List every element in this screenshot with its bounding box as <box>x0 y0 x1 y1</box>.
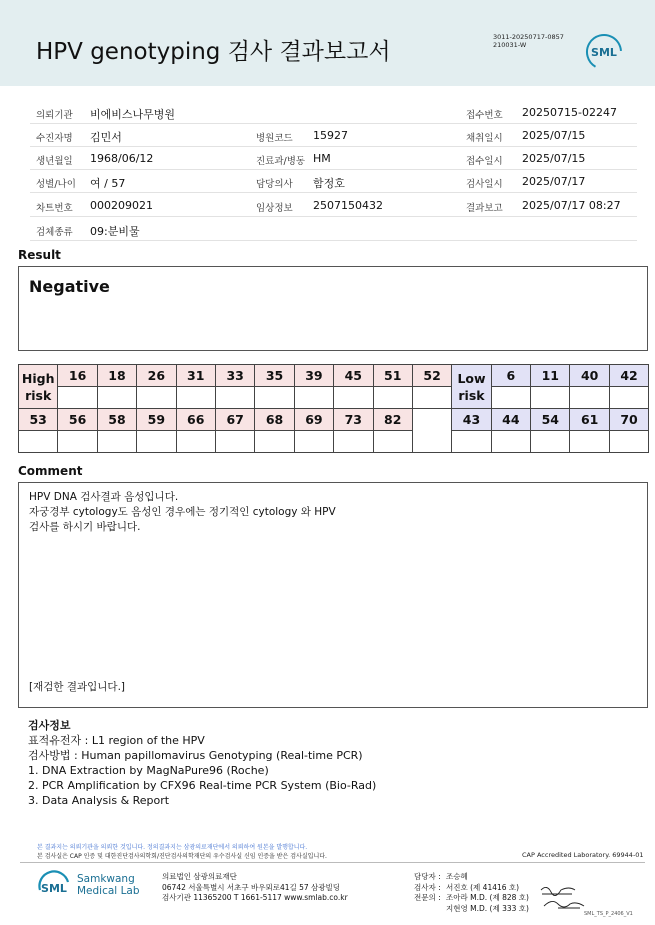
specialist-label: 전문의 : <box>414 893 441 902</box>
genotype-cell: 43 <box>452 409 491 431</box>
receipt-no-value: 20250715-02247 <box>522 106 617 119</box>
exam-info <box>28 718 376 808</box>
result-value: Negative <box>29 277 110 296</box>
patient-label: 수진자명 <box>36 133 73 144</box>
genotype-cell: 52 <box>412 365 451 387</box>
genotype-row-1-results <box>19 387 649 409</box>
exam-method: 검사방법 : Human papillomavirus Genotyping (Real-time PCR) <box>28 749 363 762</box>
footer-notice-red: 본 결과지는 의뢰기관을 의뢰한 것입니다. 정의결과지는 삼광의료재단에서 의뢰하여 원본을 발행합니다. <box>37 844 308 851</box>
genotype-result-cell <box>373 387 412 409</box>
genotype-result-cell <box>570 387 609 409</box>
info-row-1 <box>30 101 637 124</box>
genotype-cell: 51 <box>373 365 412 387</box>
manager-label: 담당자 : <box>414 872 441 881</box>
form-number: SML_TS_P_2406_V1 <box>584 911 633 917</box>
genotype-result-cell <box>373 431 412 453</box>
document-id <box>493 33 564 49</box>
genotype-result-cell <box>58 431 97 453</box>
genotype-result-cell <box>176 431 215 453</box>
genotype-cell: 61 <box>570 409 609 431</box>
genotype-result-cell <box>531 431 570 453</box>
test-date-label: 검사일시 <box>466 179 503 190</box>
brand-name <box>77 873 140 897</box>
sml-logo-text: SML <box>591 46 617 59</box>
report-date-label: 결과보고 <box>466 203 503 214</box>
result-section-title: Result <box>18 248 61 262</box>
genotype-cell: 18 <box>97 365 136 387</box>
staff-info <box>414 872 529 914</box>
genotype-result-cell <box>491 387 530 409</box>
exam-step-1: 1. DNA Extraction by MagNaPure96 (Roche) <box>28 764 269 777</box>
genotype-cell: 67 <box>215 409 254 431</box>
receipt-date-value: 2025/07/15 <box>522 152 586 165</box>
corporation-info <box>162 872 348 904</box>
sml-logo-icon <box>585 33 623 71</box>
high-risk-label-1: High <box>21 370 55 386</box>
genotype-result-cell <box>491 431 530 453</box>
genotype-result-cell <box>334 387 373 409</box>
patient-value: 김민서 <box>90 131 122 144</box>
genotype-result-cell <box>97 431 136 453</box>
exam-info-title: 검사정보 <box>28 719 71 732</box>
genotype-cell: 73 <box>334 409 373 431</box>
doctor-value: 함정호 <box>313 177 345 190</box>
specialist-name-2: 지현영 M.D. (제 333 호) <box>446 903 529 913</box>
genotype-cell: 53 <box>19 409 58 431</box>
info-row-4 <box>30 170 637 193</box>
low-risk-header <box>452 365 491 409</box>
genotype-cell: 6 <box>491 365 530 387</box>
document-id-line-2: 210031-W <box>493 41 527 49</box>
collect-date-label: 채취일시 <box>466 133 503 144</box>
comment-line-2: 자궁경부 cytology도 음성인 경우에는 정기적인 cytology 와 HPV <box>29 506 336 518</box>
comment-line-3: 검사를 하시기 바랍니다. <box>29 521 141 533</box>
genotype-result-cell <box>531 387 570 409</box>
signature-icon <box>538 880 588 914</box>
test-date-value: 2025/07/17 <box>522 175 586 188</box>
genotype-result-cell <box>176 387 215 409</box>
genotype-result-cell <box>294 431 333 453</box>
genotype-cell: 58 <box>97 409 136 431</box>
report-date-value: 2025/07/17 08:27 <box>522 199 621 212</box>
clinical-value: 2507150432 <box>313 199 383 212</box>
sex-age-value: 여 / 57 <box>90 177 126 190</box>
dept-label: 진료과/병동 <box>256 156 306 167</box>
corp-name: 의료법인 삼광의료재단 <box>162 872 237 881</box>
dob-label: 생년월일 <box>36 156 73 167</box>
genotype-cell: 66 <box>176 409 215 431</box>
genotype-spacer-cell <box>412 409 451 453</box>
genotype-cell: 56 <box>58 409 97 431</box>
specialist-name-1: 조아라 M.D. (제 828 호) <box>446 893 529 902</box>
institution-value: 비에비스나무병원 <box>90 108 176 121</box>
genotype-result-cell <box>255 431 294 453</box>
comment-section-title: Comment <box>18 464 83 478</box>
genotype-table <box>18 364 649 453</box>
genotype-result-cell <box>137 387 176 409</box>
footer-divider <box>20 862 645 863</box>
clinical-label: 임상정보 <box>256 203 293 214</box>
genotype-cell: 16 <box>58 365 97 387</box>
exam-target-gene: 표적유전자 : L1 region of the HPV <box>28 734 205 747</box>
dob-value: 1968/06/12 <box>90 152 154 165</box>
doctor-label: 담당의사 <box>256 179 293 190</box>
genotype-cell: 69 <box>294 409 333 431</box>
comment-line-1: HPV DNA 검사결과 음성입니다. <box>29 491 179 503</box>
genotype-result-cell <box>215 387 254 409</box>
receipt-no-label: 접수번호 <box>466 110 503 121</box>
sex-age-label: 성별/나이 <box>36 179 76 190</box>
cap-accreditation: CAP Accredited Laboratory. 69944-01 <box>522 851 644 859</box>
dept-value: HM <box>313 152 331 165</box>
genotype-cell: 68 <box>255 409 294 431</box>
genotype-cell: 33 <box>215 365 254 387</box>
info-row-6 <box>30 218 637 241</box>
genotype-cell: 35 <box>255 365 294 387</box>
low-risk-label-2: risk <box>458 387 485 403</box>
genotype-result-cell <box>19 431 58 453</box>
info-row-5 <box>30 194 637 217</box>
footer-notice: 본 검사실은 CAP 인증 및 대한진단검사의학회/진단검사의학재단의 우수검사실 신임 인증을 받은 검사실입니다. <box>37 853 327 860</box>
corp-address: 06742 서울특별시 서초구 바우뫼로41길 57 삼광빌딩 <box>162 882 341 892</box>
specimen-value: 09:분비물 <box>90 225 140 238</box>
high-risk-header <box>19 365 58 409</box>
chart-no-value: 000209021 <box>90 199 153 212</box>
genotype-cell: 70 <box>609 409 648 431</box>
genotype-result-cell <box>570 431 609 453</box>
samkwang-logo-text: SML <box>41 882 67 895</box>
info-row-3 <box>30 147 637 170</box>
genotype-result-cell <box>255 387 294 409</box>
institution-label: 의뢰기관 <box>36 110 73 121</box>
genotype-cell: 45 <box>334 365 373 387</box>
exam-step-3: 3. Data Analysis & Report <box>28 794 170 807</box>
genotype-result-cell <box>137 431 176 453</box>
genotype-result-cell <box>609 431 648 453</box>
genotype-cell: 31 <box>176 365 215 387</box>
collect-date-value: 2025/07/15 <box>522 129 586 142</box>
genotype-cell: 42 <box>609 365 648 387</box>
genotype-result-cell <box>294 387 333 409</box>
genotype-cell: 44 <box>491 409 530 431</box>
report-header <box>0 0 655 86</box>
comment-note: [재검한 결과입니다.] <box>29 681 126 693</box>
genotype-result-cell <box>58 387 97 409</box>
genotype-result-cell <box>412 387 451 409</box>
low-risk-label-1: Low <box>457 370 486 386</box>
genotype-row-2-results <box>19 431 649 453</box>
report-title: HPV genotyping 검사 결과보고서 <box>36 39 391 65</box>
tester-name: 서진호 (제 41416 호) <box>446 882 520 892</box>
genotype-cell: 40 <box>570 365 609 387</box>
genotype-cell: 82 <box>373 409 412 431</box>
document-id-line-1: 3011-20250717-0857 <box>493 33 564 41</box>
genotype-cell: 39 <box>294 365 333 387</box>
brand-line-1: Samkwang <box>77 873 135 885</box>
info-row-2 <box>30 124 637 147</box>
genotype-result-cell <box>452 431 491 453</box>
brand-line-2: Medical Lab <box>77 885 140 897</box>
genotype-row-2-types <box>19 409 649 431</box>
genotype-cell: 59 <box>137 409 176 431</box>
genotype-result-cell <box>334 431 373 453</box>
receipt-date-label: 접수일시 <box>466 156 503 167</box>
hospital-code-label: 병원코드 <box>256 133 293 144</box>
genotype-cell: 26 <box>137 365 176 387</box>
comment-box <box>18 482 648 708</box>
samkwang-logo-icon <box>34 870 74 902</box>
genotype-result-cell <box>215 431 254 453</box>
hospital-code-value: 15927 <box>313 129 348 142</box>
result-box <box>18 266 648 351</box>
exam-step-2: 2. PCR Amplification by CFX96 Real-time PCR System (Bio-Rad) <box>28 779 377 792</box>
genotype-result-cell <box>609 387 648 409</box>
chart-no-label: 차트번호 <box>36 203 73 214</box>
genotype-cell: 54 <box>531 409 570 431</box>
genotype-cell: 11 <box>531 365 570 387</box>
manager-name: 조승혜 <box>446 872 468 881</box>
corp-contact: 검사기관 11365200 T 1661-5117 www.smlab.co.kr <box>162 893 348 902</box>
specimen-label: 검체종류 <box>36 227 73 238</box>
high-risk-label-2: risk <box>25 387 52 403</box>
genotype-row-1-types <box>19 365 649 387</box>
tester-label: 검사자 : <box>414 882 441 892</box>
genotype-result-cell <box>97 387 136 409</box>
